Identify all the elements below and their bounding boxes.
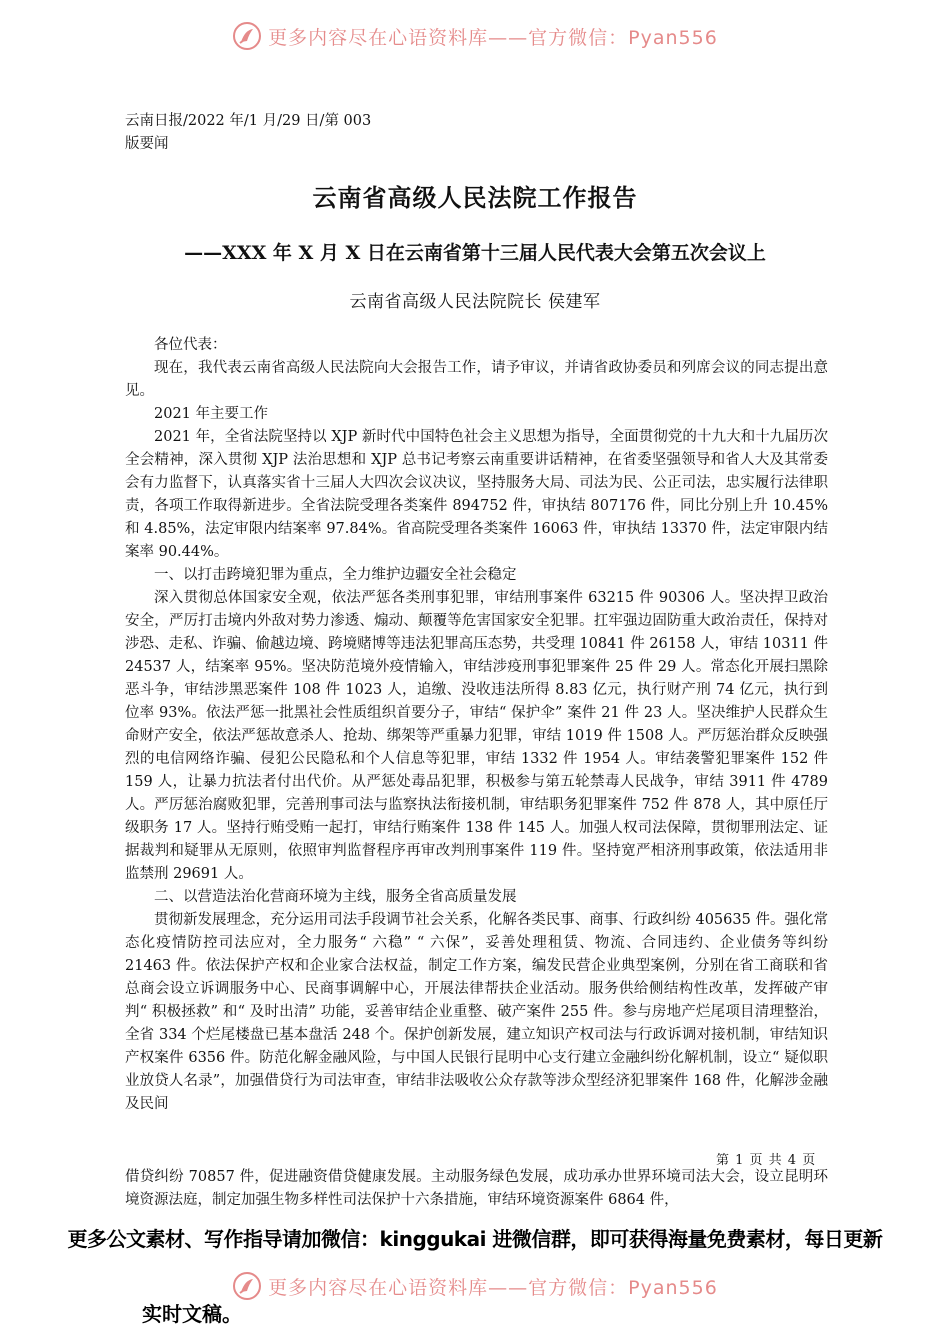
report-body: [125, 334, 828, 1116]
watermark-text: 更多内容尽在心语资料库——官方微信：Pyan556: [268, 1276, 718, 1299]
source-meta: [125, 110, 371, 156]
section-heading-2021: 2021 年主要工作: [154, 406, 269, 422]
salutation: 各位代表：: [154, 337, 227, 353]
paragraph-intro: 现在，我代表云南省高级人民法院向大会报告工作，请予审议，并请省政协委员和列席会议的同志提出意见。: [125, 360, 828, 399]
paragraph-overview: 2021 年，全省法院坚持以 XJP 新时代中国特色社会主义思想为指导，全面贯彻党的十九大和十九届历次全会精神，深入贯彻 XJP 法治思想和 XJP 总书记考察云南重要讲话精神，在省委坚强领导和省人大及其常委会有力监督下，认真落实省十三届人大四次会议决议，坚持服务大局、司法为民、公正司法，忠实履行法律职责，各项工作取得新进步。全省法院受理各类案件 894752 件，审执结 807176 件，同比分别上升 10.45%和 4.85%，法定审限内结案率 97.84%。省高院受理各类案件 16063 件，审执结 13370 件，法定审限内结案率 90.44%。: [125, 429, 828, 560]
page-subtitle: ——XXX 年 X 月 X 日在云南省第十三届人民代表大会第五次会议上: [184, 242, 766, 264]
brush-logo-icon: [232, 21, 262, 51]
page-title: 云南省高级人民法院工作报告: [312, 184, 638, 212]
paragraph-business: 贯彻新发展理念，充分运用司法手段调节社会关系，化解各类民事、商事、行政纠纷 405635 件。强化常态化疫情防控司法应对，全力服务“ 六稳” “ 六保”，妥善处理租赁、物流、合同违约、企业债务等纠纷 21463 件。依法保护产权和企业家合法权益，制定工作方案，编发民营企业典型案例，分别在省工商联和省总商会设立诉调服务中心、民商事调解中心，开展法律帮扶企业活动。服务供给侧结构性改革，发挥破产审判“ 积极拯救” 和“ 及时出清” 功能，妥善审结企业重整、破产案件 255 件。参与房地产烂尾项目清理整治，全省 334 个烂尾楼盘已基本盘活 248 个。保护创新发展，建立知识产权司法与行政诉调对接机制，审结知识产权案件 6356 件。防范化解金融风险，与中国人民银行昆明中心支行建立金融纠纷化解机制，设立“ 疑似职业放贷人名录”，加强借贷行为司法审查，审结非法吸收公众存款等涉众型经济犯罪案件 168 件，化解涉金融及民间: [125, 912, 828, 1112]
section-line: 版要闻: [125, 136, 169, 152]
watermark-header: [0, 18, 950, 54]
promo-banner-continuation: 实时文稿。: [142, 1302, 242, 1326]
author-line: 云南省高级人民法院院长 侯建军: [349, 292, 601, 312]
source-line: 云南日报/2022 年/1 月/29 日/第 003: [125, 113, 372, 129]
watermark-wechat-id: Pyan556: [628, 26, 718, 49]
section-heading-1: 一、以打击跨境犯罪为重点，全力维护边疆安全社会稳定: [154, 567, 517, 583]
section-heading-2: 二、以营造法治化营商环境为主线，服务全省高质量发展: [154, 889, 517, 905]
brush-logo-icon: [232, 1271, 262, 1301]
watermark-text: 更多内容尽在心语资料库——官方微信：Pyan556: [268, 26, 718, 49]
paragraph-continuation: 借贷纠纷 70857 件，促进融资借贷健康发展。主动服务绿色发展，成功承办世界环境司法大会，设立昆明环境资源法庭，制定加强生物多样性司法保护十六条措施，审结环境资源案件 6864 件，: [125, 1169, 828, 1208]
paragraph-criminal: 深入贯彻总体国家安全观，依法严惩各类刑事犯罪，审结刑事案件 63215 件 90306 人。坚决捍卫政治安全，严厉打击境内外敌对势力渗透、煽动、颠覆等危害国家安全犯罪。扛牢强边固防重大政治责任，保持对涉恐、走私、诈骗、偷越边境、跨境赌博等违法犯罪高压态势，共受理 10841 件 26158 人，审结 10311 件 24537 人，结案率 95%。坚决防范境外疫情输入，审结涉疫刑事犯罪案件 25 件 29 人。常态化开展扫黑除恶斗争，审结涉黑恶案件 108 件 1023 人，追缴、没收违法所得 8.83 亿元，执行财产刑 74 亿元，执行到位率 93%。依法严惩一批黑社会性质组织首要分子，审结“ 保护伞” 案件 21 件 23 人。坚决维护人民群众生命财产安全，依法严惩故意杀人、抢劫、绑架等严重暴力犯罪，审结 1019 件 1508 人。严厉惩治群众反映强烈的电信网络诈骗、侵犯公民隐私和个人信息等犯罪，审结 1332 件 1954 人。审结袭警犯罪案件 152 件 159 人，让暴力抗法者付出代价。从严惩处毒品犯罪，积极参与第五轮禁毒人民战争，审结 3911 件 4789 人。严厉惩治腐败犯罪，完善刑事司法与监察执法衔接机制，审结职务犯罪案件 752 件 878 人，其中原任厅级职务 17 人。坚持行贿受贿一起打，审结行贿案件 138 件 145 人。加强人权司法保障，贯彻罪刑法定、证据裁判和疑罪从无原则，依照审判监督程序再审改判刑事案件 119 件。坚持宽严相济刑事政策，依法适用非监禁刑 29691 人。: [125, 590, 828, 882]
promo-banner: 更多公文素材、写作指导请加微信：kinggukai 进微信群，即可获得海量免费素材，每日更新: [67, 1227, 883, 1251]
watermark-wechat-id: Pyan556: [628, 1276, 718, 1299]
page-number: 第 1 页 共 4 页: [716, 1153, 817, 1168]
